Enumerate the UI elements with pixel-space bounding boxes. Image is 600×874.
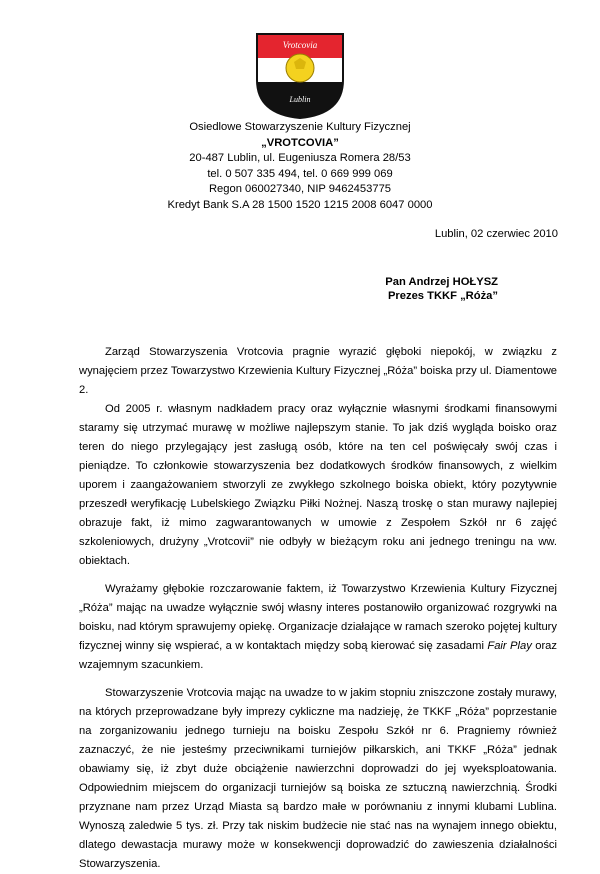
org-registration: Regon 060027340, NIP 9462453775 [208, 183, 392, 196]
recipient-title: Prezes TKKF „Róża” [387, 290, 498, 302]
org-short-name: „VROTCOVIA” [261, 136, 339, 149]
letter-date: Lublin, 02 czerwiec 2010 [434, 228, 558, 240]
org-name: Osiedlowe Stowarzyszenie Kultury Fizycznej [189, 121, 411, 133]
paragraph-3-end: oraz wzajemnym szacunkiem. [79, 640, 557, 672]
recipient-name: Pan Andrzej HOŁYSZ [385, 276, 498, 288]
paragraph-1: Zarząd Stowarzyszenia Vrotcovia pragnie wyrazić głęboki niepokój, w związku z wynajęciem przez Towarzystwo Krzewienia Kultury Fizycznej „Róża” boiska przy ul. Diamentowe 2. [79, 346, 557, 396]
paragraph-3 [79, 580, 557, 675]
crest-top-text: Vrotcovia [282, 40, 318, 50]
recipient-block [385, 275, 498, 303]
fair-play-phrase: Fair Play [487, 640, 532, 653]
paragraph-2: Od 2005 r. własnym nadkładem pracy oraz wyłącznie własnymi środkami finansowymi staramy się utrzymać murawę w możliwe najlepszym stanie. To jak dziś wygląda boisko oraz teren do niego przylegający jest zasługą osób, które na ten cel poświęcały swój czas i pieniądze. To członkowie stowarzyszenia bez dodatkowych środków finansowych, z wielkim uporem i zaangażowaniem stworzyli ze zwykłego szkolnego boiska obiekt, który pozytywnie przeszedł weryfikację Lubelskiego Związku Piłki Nożnej. Naszą troskę o stan murawy najlepiej obrazuje fakt, iż mimo zagwarantowanych w umowie z Zespołem Szkół nr 6 zajęć szkoleniowych, drużyny „Vrotcovii” nie odbyły w bieżącym roku ani jednego treningu na ww. obiektach. [79, 403, 557, 568]
org-bank-account: Kredyt Bank S.A 28 1500 1520 1215 2008 6047 0000 [167, 198, 433, 211]
org-address: 20-487 Lublin, ul. Eugeniusza Romera 28/53 [189, 152, 411, 165]
paragraph-4: Stowarzyszenie Vrotcovia mając na uwadze to w jakim stopniu zniszczone zostały murawy, na których przeprowadzane były imprezy cykliczne ma nadzieję, że TKKF „Róża” poprzestanie na zorganizowaniu jednego turnieju na boisku Zespołu Szkół nr 6. Pragniemy również zaznaczyć, że nie jesteśmy przeciwnikami turniejów piłkarskich, ani TKKF „Róża” jednak obawiamy się, iż zbyt duże obciążenie nawierzchni doprowadzi do jej wyeksploatowania. Odpowiednim miejscem do organizacji turniejów są boiska ze sztuczną nawierzchnią. Środki przyznane nam przez Urząd Miasta są bardzo małe w porównaniu z innymi klubami Lublina. Wynoszą zaledwie 5 tys. zł. Przy tak niskim budżecie nie stać nas na wynajem innego obiektu, dlatego dewastacja murawy może w konsekwencji doprowadzić do zawieszenia działalności Stowarzyszenia. [79, 687, 557, 871]
vrotcovia-club-crest-icon [255, 30, 345, 120]
org-phones: tel. 0 507 335 494, tel. 0 669 999 069 [207, 167, 393, 180]
letter-body [79, 343, 557, 874]
letterhead [100, 120, 500, 214]
paragraph-3-text: Wyrażamy głębokie rozczarowanie faktem, iż Towarzystwo Krzewienia Kultury Fizycznej „Róża” mając na uwadze wyłącznie swój własny interes postanowiło organizować rozgrywki na boisku, nad którym sprawujemy opiekę. Organizacje działające w ramach szeroko pojętej kultury fizycznej winny się wspierać, a w kontaktach między sobą kierować się zasadami [79, 583, 557, 653]
crest-bottom-text: Lublin [289, 95, 311, 104]
